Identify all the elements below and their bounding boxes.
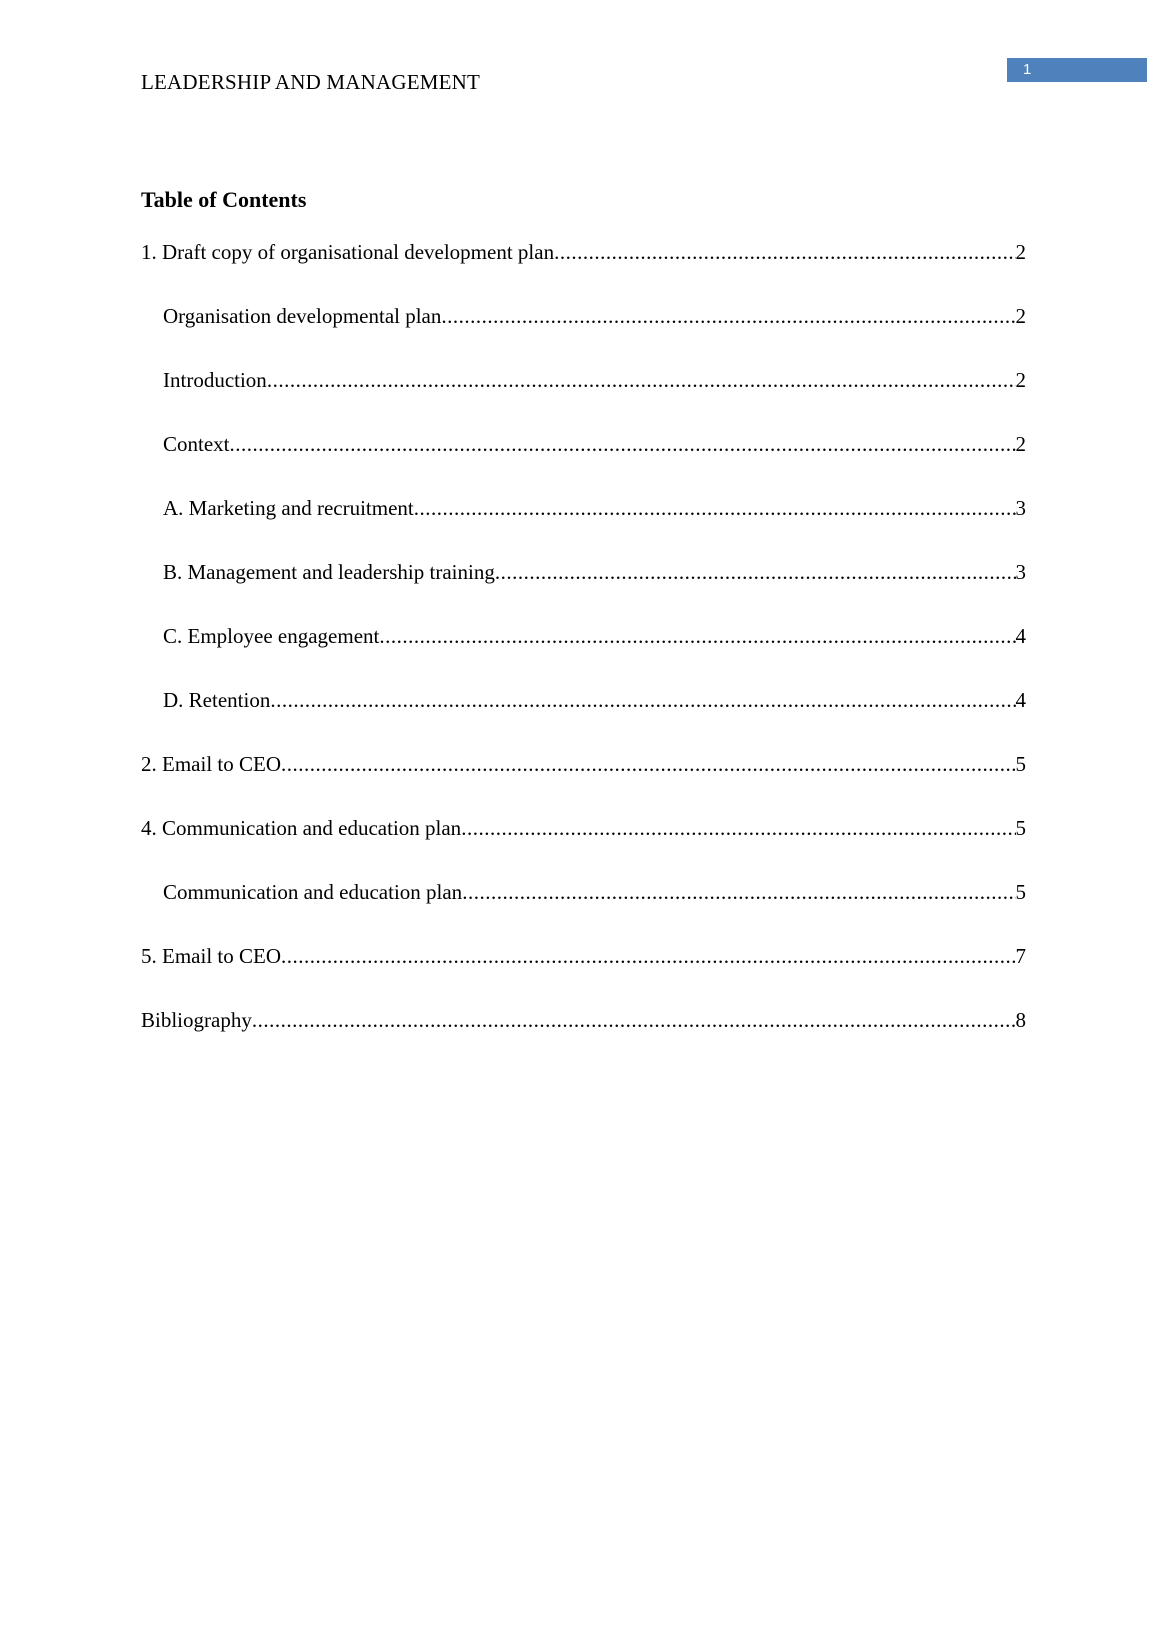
page-number: 1 [1023,61,1032,78]
toc-entry-page: 5 [1015,816,1026,840]
toc-entry-page: 5 [1015,880,1026,904]
toc-dot-leader [252,1008,1016,1033]
toc-entry-label: 4. Communication and education plan [141,816,462,840]
toc-entry[interactable] [141,944,1026,1008]
toc-dot-leader [379,624,1015,649]
toc-entry-label: 2. Email to CEO [141,752,281,776]
toc-entry-label: Introduction [163,368,267,392]
toc-list [141,240,1026,1072]
toc-entry-page: 4 [1015,624,1026,648]
toc-entry-page: 2 [1015,368,1026,392]
toc-entry[interactable] [141,368,1026,432]
page-number-badge [1007,58,1147,82]
toc-dot-leader [281,944,1016,969]
toc-entry-label: Context [163,432,230,456]
toc-entry-page: 2 [1015,304,1026,328]
toc-entry-page: 2 [1015,240,1026,264]
toc-entry[interactable] [141,688,1026,752]
toc-entry[interactable] [141,560,1026,624]
toc-entry[interactable] [141,432,1026,496]
toc-entry[interactable] [141,496,1026,560]
toc-entry[interactable] [141,880,1026,944]
toc-entry-label: A. Marketing and recruitment [163,496,414,520]
toc-dot-leader [281,752,1016,777]
toc-dot-leader [441,304,1015,329]
toc-entry-page: 7 [1015,944,1026,968]
toc-entry-label: D. Retention [163,688,271,712]
toc-entry-page: 4 [1015,688,1026,712]
toc-entry-label: 5. Email to CEO [141,944,281,968]
toc-entry-page: 3 [1015,560,1026,584]
toc-entry-page: 3 [1015,496,1026,520]
toc-entry[interactable] [141,1008,1026,1072]
running-head: LEADERSHIP AND MANAGEMENT [141,70,481,94]
toc-dot-leader [554,240,1015,265]
toc-title: Table of Contents [141,187,307,212]
toc-dot-leader [462,880,1015,905]
toc-entry-label: Organisation developmental plan [163,304,442,328]
toc-dot-leader [461,816,1015,841]
toc-entry-page: 2 [1015,432,1026,456]
toc-dot-leader [495,560,1016,585]
toc-entry[interactable] [141,240,1026,304]
toc-entry-label: B. Management and leadership training [163,560,495,584]
toc-dot-leader [414,496,1016,521]
toc-entry-label: Communication and education plan [163,880,463,904]
toc-dot-leader [230,432,1016,457]
toc-dot-leader [270,688,1015,713]
toc-entry-label: 1. Draft copy of organisational development plan [141,240,555,264]
toc-entry-label: C. Employee engagement [163,624,380,648]
toc-entry[interactable] [141,752,1026,816]
toc-dot-leader [267,368,1016,393]
toc-entry-page: 8 [1015,1008,1026,1032]
toc-entry-label: Bibliography [141,1008,252,1032]
toc-entry[interactable] [141,816,1026,880]
toc-entry[interactable] [141,304,1026,368]
toc-entry[interactable] [141,624,1026,688]
toc-entry-page: 5 [1015,752,1026,776]
